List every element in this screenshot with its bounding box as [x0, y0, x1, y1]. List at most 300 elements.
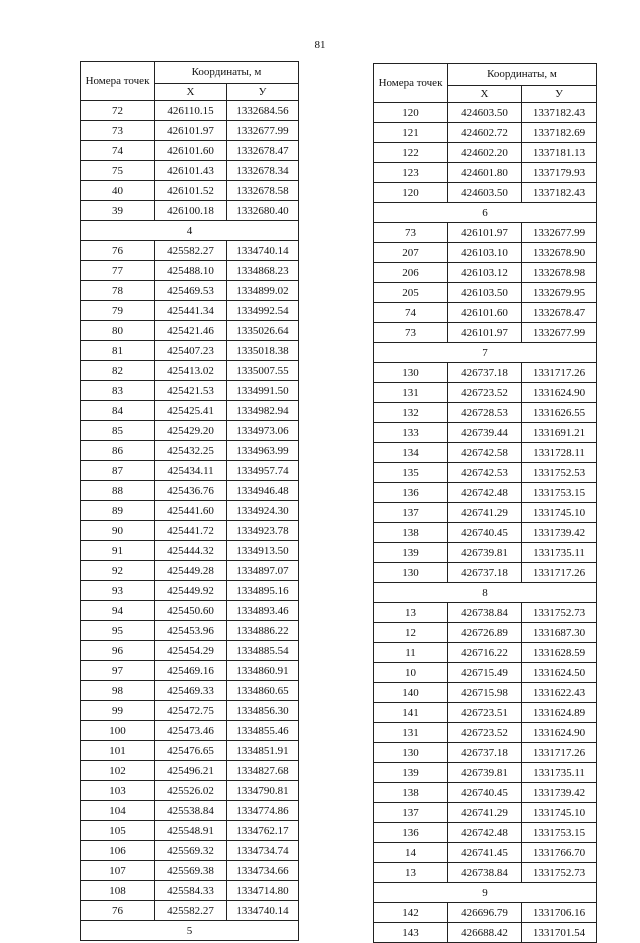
y-coordinate-cell: 1331624.50: [522, 663, 597, 683]
table-row: [374, 423, 597, 443]
table-row: [374, 123, 597, 143]
x-coordinate-cell: 425472.75: [155, 701, 227, 721]
coordinates-table-left: [80, 61, 299, 941]
y-coordinate-cell: 1334982.94: [227, 401, 299, 421]
point-number-cell: 132: [374, 403, 448, 423]
point-number-cell: 73: [81, 121, 155, 141]
x-coordinate-cell: 425449.28: [155, 561, 227, 581]
point-number-cell: 10: [374, 663, 448, 683]
point-number-cell: 12: [374, 623, 448, 643]
y-coordinate-cell: 1335026.64: [227, 321, 299, 341]
x-coordinate-cell: 426739.81: [448, 763, 522, 783]
point-number-cell: 72: [81, 101, 155, 121]
table-row: [374, 523, 597, 543]
table-row: [374, 323, 597, 343]
y-coordinate-cell: 1331624.89: [522, 703, 597, 723]
point-number-cell: 134: [374, 443, 448, 463]
point-number-cell: 205: [374, 283, 448, 303]
point-number-cell: 91: [81, 541, 155, 561]
x-coordinate-cell: 425469.16: [155, 661, 227, 681]
table-row: [81, 881, 299, 901]
y-coordinate-cell: 1331624.90: [522, 383, 597, 403]
y-coordinate-cell: 1334957.74: [227, 461, 299, 481]
table-row: [374, 223, 597, 243]
x-coordinate-cell: 426738.84: [448, 603, 522, 623]
x-coordinate-cell: 426101.52: [155, 181, 227, 201]
section-label: 8: [374, 583, 597, 603]
table-row: [81, 241, 299, 261]
point-number-cell: 131: [374, 383, 448, 403]
y-coordinate-cell: 1331735.11: [522, 763, 597, 783]
y-coordinate-cell: 1334924.30: [227, 501, 299, 521]
x-coordinate-cell: 426739.44: [448, 423, 522, 443]
x-coordinate-cell: 425526.02: [155, 781, 227, 801]
header-points: Номера точек: [374, 64, 448, 103]
table-row: [374, 383, 597, 403]
x-coordinate-cell: 426688.42: [448, 923, 522, 943]
table-row: [374, 143, 597, 163]
point-number-cell: 85: [81, 421, 155, 441]
table-row: [81, 201, 299, 221]
point-number-cell: 13: [374, 603, 448, 623]
point-number-cell: 96: [81, 641, 155, 661]
point-number-cell: 98: [81, 681, 155, 701]
point-number-cell: 13: [374, 863, 448, 883]
table-row: [81, 401, 299, 421]
x-coordinate-cell: 426741.29: [448, 803, 522, 823]
table-row: [81, 681, 299, 701]
y-coordinate-cell: 1331753.15: [522, 483, 597, 503]
x-coordinate-cell: 426101.43: [155, 161, 227, 181]
y-coordinate-cell: 1337182.43: [522, 103, 597, 123]
point-number-cell: 93: [81, 581, 155, 601]
x-coordinate-cell: 425421.46: [155, 321, 227, 341]
x-coordinate-cell: 425425.41: [155, 401, 227, 421]
x-coordinate-cell: 424603.50: [448, 103, 522, 123]
y-coordinate-cell: 1334923.78: [227, 521, 299, 541]
x-coordinate-cell: 426101.60: [448, 303, 522, 323]
x-coordinate-cell: 426742.53: [448, 463, 522, 483]
y-coordinate-cell: 1334895.16: [227, 581, 299, 601]
point-number-cell: 83: [81, 381, 155, 401]
table-row: [81, 461, 299, 481]
point-number-cell: 137: [374, 503, 448, 523]
y-coordinate-cell: 1337182.43: [522, 183, 597, 203]
section-label: 4: [81, 221, 299, 241]
y-coordinate-cell: 1331752.73: [522, 863, 597, 883]
point-number-cell: 76: [81, 901, 155, 921]
y-coordinate-cell: 1334973.06: [227, 421, 299, 441]
x-coordinate-cell: 426101.97: [448, 323, 522, 343]
table-row: [81, 181, 299, 201]
point-number-cell: 11: [374, 643, 448, 663]
y-coordinate-cell: 1334762.17: [227, 821, 299, 841]
table-row: [374, 763, 597, 783]
x-coordinate-cell: 425444.32: [155, 541, 227, 561]
y-coordinate-cell: 1334790.81: [227, 781, 299, 801]
table-row: [374, 603, 597, 623]
y-coordinate-cell: 1335007.55: [227, 361, 299, 381]
x-coordinate-cell: 426101.97: [448, 223, 522, 243]
y-coordinate-cell: 1334868.23: [227, 261, 299, 281]
x-coordinate-cell: 425407.23: [155, 341, 227, 361]
x-coordinate-cell: 426723.51: [448, 703, 522, 723]
x-coordinate-cell: 426737.18: [448, 743, 522, 763]
y-coordinate-cell: 1332678.90: [522, 243, 597, 263]
table-row: [81, 641, 299, 661]
point-number-cell: 84: [81, 401, 155, 421]
x-coordinate-cell: 426110.15: [155, 101, 227, 121]
y-coordinate-cell: 1334860.91: [227, 661, 299, 681]
y-coordinate-cell: 1335018.38: [227, 341, 299, 361]
point-number-cell: 73: [374, 323, 448, 343]
point-number-cell: 139: [374, 543, 448, 563]
table-row: [374, 103, 597, 123]
y-coordinate-cell: 1334992.54: [227, 301, 299, 321]
point-number-cell: 139: [374, 763, 448, 783]
point-number-cell: 123: [374, 163, 448, 183]
table-row: [81, 701, 299, 721]
table-row: [81, 101, 299, 121]
y-coordinate-cell: 1334774.86: [227, 801, 299, 821]
x-coordinate-cell: 426716.22: [448, 643, 522, 663]
header-x: X: [448, 85, 522, 102]
y-coordinate-cell: 1331626.55: [522, 403, 597, 423]
x-coordinate-cell: 425469.33: [155, 681, 227, 701]
y-coordinate-cell: 1334851.91: [227, 741, 299, 761]
point-number-cell: 77: [81, 261, 155, 281]
y-coordinate-cell: 1334885.54: [227, 641, 299, 661]
y-coordinate-cell: 1337179.93: [522, 163, 597, 183]
table-body-left: [81, 101, 299, 941]
table-row: [374, 163, 597, 183]
point-number-cell: 94: [81, 601, 155, 621]
table-row: [81, 601, 299, 621]
table-row: [81, 441, 299, 461]
table-row: [81, 481, 299, 501]
y-coordinate-cell: 1331628.59: [522, 643, 597, 663]
table-row: [81, 621, 299, 641]
header-points: Номера точек: [81, 62, 155, 101]
header-coordinates: Координаты, м: [448, 64, 597, 86]
x-coordinate-cell: 425454.29: [155, 641, 227, 661]
x-coordinate-cell: 426741.29: [448, 503, 522, 523]
point-number-cell: 121: [374, 123, 448, 143]
point-number-cell: 14: [374, 843, 448, 863]
x-coordinate-cell: 426696.79: [448, 903, 522, 923]
y-coordinate-cell: 1331745.10: [522, 803, 597, 823]
point-number-cell: 99: [81, 701, 155, 721]
table-row: [81, 521, 299, 541]
table-row: [81, 261, 299, 281]
table-row: [374, 443, 597, 463]
x-coordinate-cell: 426737.18: [448, 363, 522, 383]
table-row: [81, 341, 299, 361]
coordinates-table-right: [373, 63, 597, 943]
x-coordinate-cell: 426740.45: [448, 783, 522, 803]
table-row: [374, 463, 597, 483]
table-row: [81, 821, 299, 841]
point-number-cell: 138: [374, 523, 448, 543]
x-coordinate-cell: 425488.10: [155, 261, 227, 281]
point-number-cell: 73: [374, 223, 448, 243]
y-coordinate-cell: 1331752.53: [522, 463, 597, 483]
point-number-cell: 137: [374, 803, 448, 823]
section-row: [374, 583, 597, 603]
x-coordinate-cell: 425453.96: [155, 621, 227, 641]
y-coordinate-cell: 1334991.50: [227, 381, 299, 401]
x-coordinate-cell: 426742.48: [448, 483, 522, 503]
y-coordinate-cell: 1334740.14: [227, 901, 299, 921]
x-coordinate-cell: 425413.02: [155, 361, 227, 381]
table-row: [81, 581, 299, 601]
table-row: [81, 901, 299, 921]
table-row: [81, 861, 299, 881]
point-number-cell: 138: [374, 783, 448, 803]
point-number-cell: 103: [81, 781, 155, 801]
x-coordinate-cell: 426741.45: [448, 843, 522, 863]
y-coordinate-cell: 1331728.11: [522, 443, 597, 463]
x-coordinate-cell: 425432.25: [155, 441, 227, 461]
y-coordinate-cell: 1331717.26: [522, 563, 597, 583]
table-row: [374, 503, 597, 523]
y-coordinate-cell: 1334963.99: [227, 441, 299, 461]
x-coordinate-cell: 426740.45: [448, 523, 522, 543]
point-number-cell: 133: [374, 423, 448, 443]
x-coordinate-cell: 426728.53: [448, 403, 522, 423]
table-row: [374, 363, 597, 383]
table-row: [374, 303, 597, 323]
y-coordinate-cell: 1331706.16: [522, 903, 597, 923]
table-row: [374, 923, 597, 943]
point-number-cell: 87: [81, 461, 155, 481]
y-coordinate-cell: 1332684.56: [227, 101, 299, 121]
y-coordinate-cell: 1332678.58: [227, 181, 299, 201]
table-row: [81, 541, 299, 561]
point-number-cell: 78: [81, 281, 155, 301]
y-coordinate-cell: 1331691.21: [522, 423, 597, 443]
x-coordinate-cell: 426103.50: [448, 283, 522, 303]
table-row: [81, 141, 299, 161]
point-number-cell: 122: [374, 143, 448, 163]
point-number-cell: 131: [374, 723, 448, 743]
point-number-cell: 40: [81, 181, 155, 201]
table-row: [81, 661, 299, 681]
page-number: 81: [314, 39, 326, 51]
section-label: 5: [81, 921, 299, 941]
x-coordinate-cell: 426742.48: [448, 823, 522, 843]
point-number-cell: 102: [81, 761, 155, 781]
x-coordinate-cell: 426742.58: [448, 443, 522, 463]
point-number-cell: 141: [374, 703, 448, 723]
x-coordinate-cell: 426101.97: [155, 121, 227, 141]
x-coordinate-cell: 425548.91: [155, 821, 227, 841]
y-coordinate-cell: 1331717.26: [522, 363, 597, 383]
x-coordinate-cell: 425582.27: [155, 241, 227, 261]
point-number-cell: 81: [81, 341, 155, 361]
header-y: У: [227, 83, 299, 100]
table-row: [81, 501, 299, 521]
point-number-cell: 120: [374, 103, 448, 123]
table-body-right: [374, 103, 597, 943]
point-number-cell: 130: [374, 743, 448, 763]
table-row: [81, 161, 299, 181]
x-coordinate-cell: 425496.21: [155, 761, 227, 781]
y-coordinate-cell: 1331624.90: [522, 723, 597, 743]
x-coordinate-cell: 425449.92: [155, 581, 227, 601]
y-coordinate-cell: 1334856.30: [227, 701, 299, 721]
table-row: [374, 863, 597, 883]
section-label: 9: [374, 883, 597, 903]
table-row: [81, 561, 299, 581]
x-coordinate-cell: 426739.81: [448, 543, 522, 563]
table-row: [81, 841, 299, 861]
y-coordinate-cell: 1331739.42: [522, 783, 597, 803]
y-coordinate-cell: 1337181.13: [522, 143, 597, 163]
y-coordinate-cell: 1331752.73: [522, 603, 597, 623]
x-coordinate-cell: 426738.84: [448, 863, 522, 883]
section-label: 7: [374, 343, 597, 363]
x-coordinate-cell: 425429.20: [155, 421, 227, 441]
x-coordinate-cell: 425421.53: [155, 381, 227, 401]
y-coordinate-cell: 1332677.99: [522, 223, 597, 243]
point-number-cell: 95: [81, 621, 155, 641]
y-coordinate-cell: 1331766.70: [522, 843, 597, 863]
point-number-cell: 120: [374, 183, 448, 203]
point-number-cell: 100: [81, 721, 155, 741]
y-coordinate-cell: 1334860.65: [227, 681, 299, 701]
section-row: [374, 203, 597, 223]
point-number-cell: 130: [374, 563, 448, 583]
x-coordinate-cell: 426715.98: [448, 683, 522, 703]
y-coordinate-cell: 1334734.74: [227, 841, 299, 861]
x-coordinate-cell: 426103.12: [448, 263, 522, 283]
table-row: [374, 743, 597, 763]
table-row: [374, 803, 597, 823]
table-row: [81, 301, 299, 321]
y-coordinate-cell: 1331717.26: [522, 743, 597, 763]
point-number-cell: 101: [81, 741, 155, 761]
x-coordinate-cell: 425469.53: [155, 281, 227, 301]
y-coordinate-cell: 1332677.99: [522, 323, 597, 343]
x-coordinate-cell: 426103.10: [448, 243, 522, 263]
point-number-cell: 135: [374, 463, 448, 483]
x-coordinate-cell: 425436.76: [155, 481, 227, 501]
table-row: [81, 381, 299, 401]
point-number-cell: 82: [81, 361, 155, 381]
y-coordinate-cell: 1332679.95: [522, 283, 597, 303]
x-coordinate-cell: 425569.38: [155, 861, 227, 881]
point-number-cell: 107: [81, 861, 155, 881]
y-coordinate-cell: 1334740.14: [227, 241, 299, 261]
header-y: У: [522, 85, 597, 102]
point-number-cell: 39: [81, 201, 155, 221]
table-row: [81, 741, 299, 761]
y-coordinate-cell: 1331622.43: [522, 683, 597, 703]
x-coordinate-cell: 426726.89: [448, 623, 522, 643]
x-coordinate-cell: 425476.65: [155, 741, 227, 761]
point-number-cell: 143: [374, 923, 448, 943]
y-coordinate-cell: 1331745.10: [522, 503, 597, 523]
table-row: [81, 321, 299, 341]
table-row: [81, 421, 299, 441]
section-row: [374, 883, 597, 903]
point-number-cell: 136: [374, 823, 448, 843]
point-number-cell: 130: [374, 363, 448, 383]
table-row: [374, 283, 597, 303]
table-row: [81, 761, 299, 781]
point-number-cell: 136: [374, 483, 448, 503]
point-number-cell: 90: [81, 521, 155, 541]
y-coordinate-cell: 1332678.34: [227, 161, 299, 181]
y-coordinate-cell: 1332680.40: [227, 201, 299, 221]
x-coordinate-cell: 426100.18: [155, 201, 227, 221]
point-number-cell: 76: [81, 241, 155, 261]
x-coordinate-cell: 425434.11: [155, 461, 227, 481]
y-coordinate-cell: 1334913.50: [227, 541, 299, 561]
table-row: [374, 543, 597, 563]
x-coordinate-cell: 425584.33: [155, 881, 227, 901]
x-coordinate-cell: 424602.72: [448, 123, 522, 143]
x-coordinate-cell: 426723.52: [448, 723, 522, 743]
y-coordinate-cell: 1334855.46: [227, 721, 299, 741]
y-coordinate-cell: 1334886.22: [227, 621, 299, 641]
table-row: [374, 263, 597, 283]
point-number-cell: 140: [374, 683, 448, 703]
y-coordinate-cell: 1334946.48: [227, 481, 299, 501]
point-number-cell: 106: [81, 841, 155, 861]
point-number-cell: 86: [81, 441, 155, 461]
x-coordinate-cell: 425569.32: [155, 841, 227, 861]
table-row: [374, 183, 597, 203]
table-row: [81, 121, 299, 141]
table-row: [374, 663, 597, 683]
table-row: [81, 781, 299, 801]
table-row: [374, 483, 597, 503]
point-number-cell: 74: [81, 141, 155, 161]
y-coordinate-cell: 1334897.07: [227, 561, 299, 581]
section-row: [81, 921, 299, 941]
section-row: [81, 221, 299, 241]
table-row: [81, 801, 299, 821]
section-label: 6: [374, 203, 597, 223]
table-row: [374, 843, 597, 863]
table-row: [374, 643, 597, 663]
table-row: [374, 403, 597, 423]
x-coordinate-cell: 426723.52: [448, 383, 522, 403]
y-coordinate-cell: 1331687.30: [522, 623, 597, 643]
point-number-cell: 206: [374, 263, 448, 283]
table-row: [374, 823, 597, 843]
table-row: [374, 563, 597, 583]
point-number-cell: 207: [374, 243, 448, 263]
y-coordinate-cell: 1332677.99: [227, 121, 299, 141]
table-row: [374, 783, 597, 803]
y-coordinate-cell: 1334734.66: [227, 861, 299, 881]
x-coordinate-cell: 425473.46: [155, 721, 227, 741]
x-coordinate-cell: 425582.27: [155, 901, 227, 921]
x-coordinate-cell: 425450.60: [155, 601, 227, 621]
table-row: [374, 243, 597, 263]
table-row: [81, 721, 299, 741]
table-row: [81, 281, 299, 301]
point-number-cell: 97: [81, 661, 155, 681]
point-number-cell: 105: [81, 821, 155, 841]
table-row: [374, 623, 597, 643]
y-coordinate-cell: 1332678.47: [522, 303, 597, 323]
x-coordinate-cell: 425538.84: [155, 801, 227, 821]
y-coordinate-cell: 1337182.69: [522, 123, 597, 143]
